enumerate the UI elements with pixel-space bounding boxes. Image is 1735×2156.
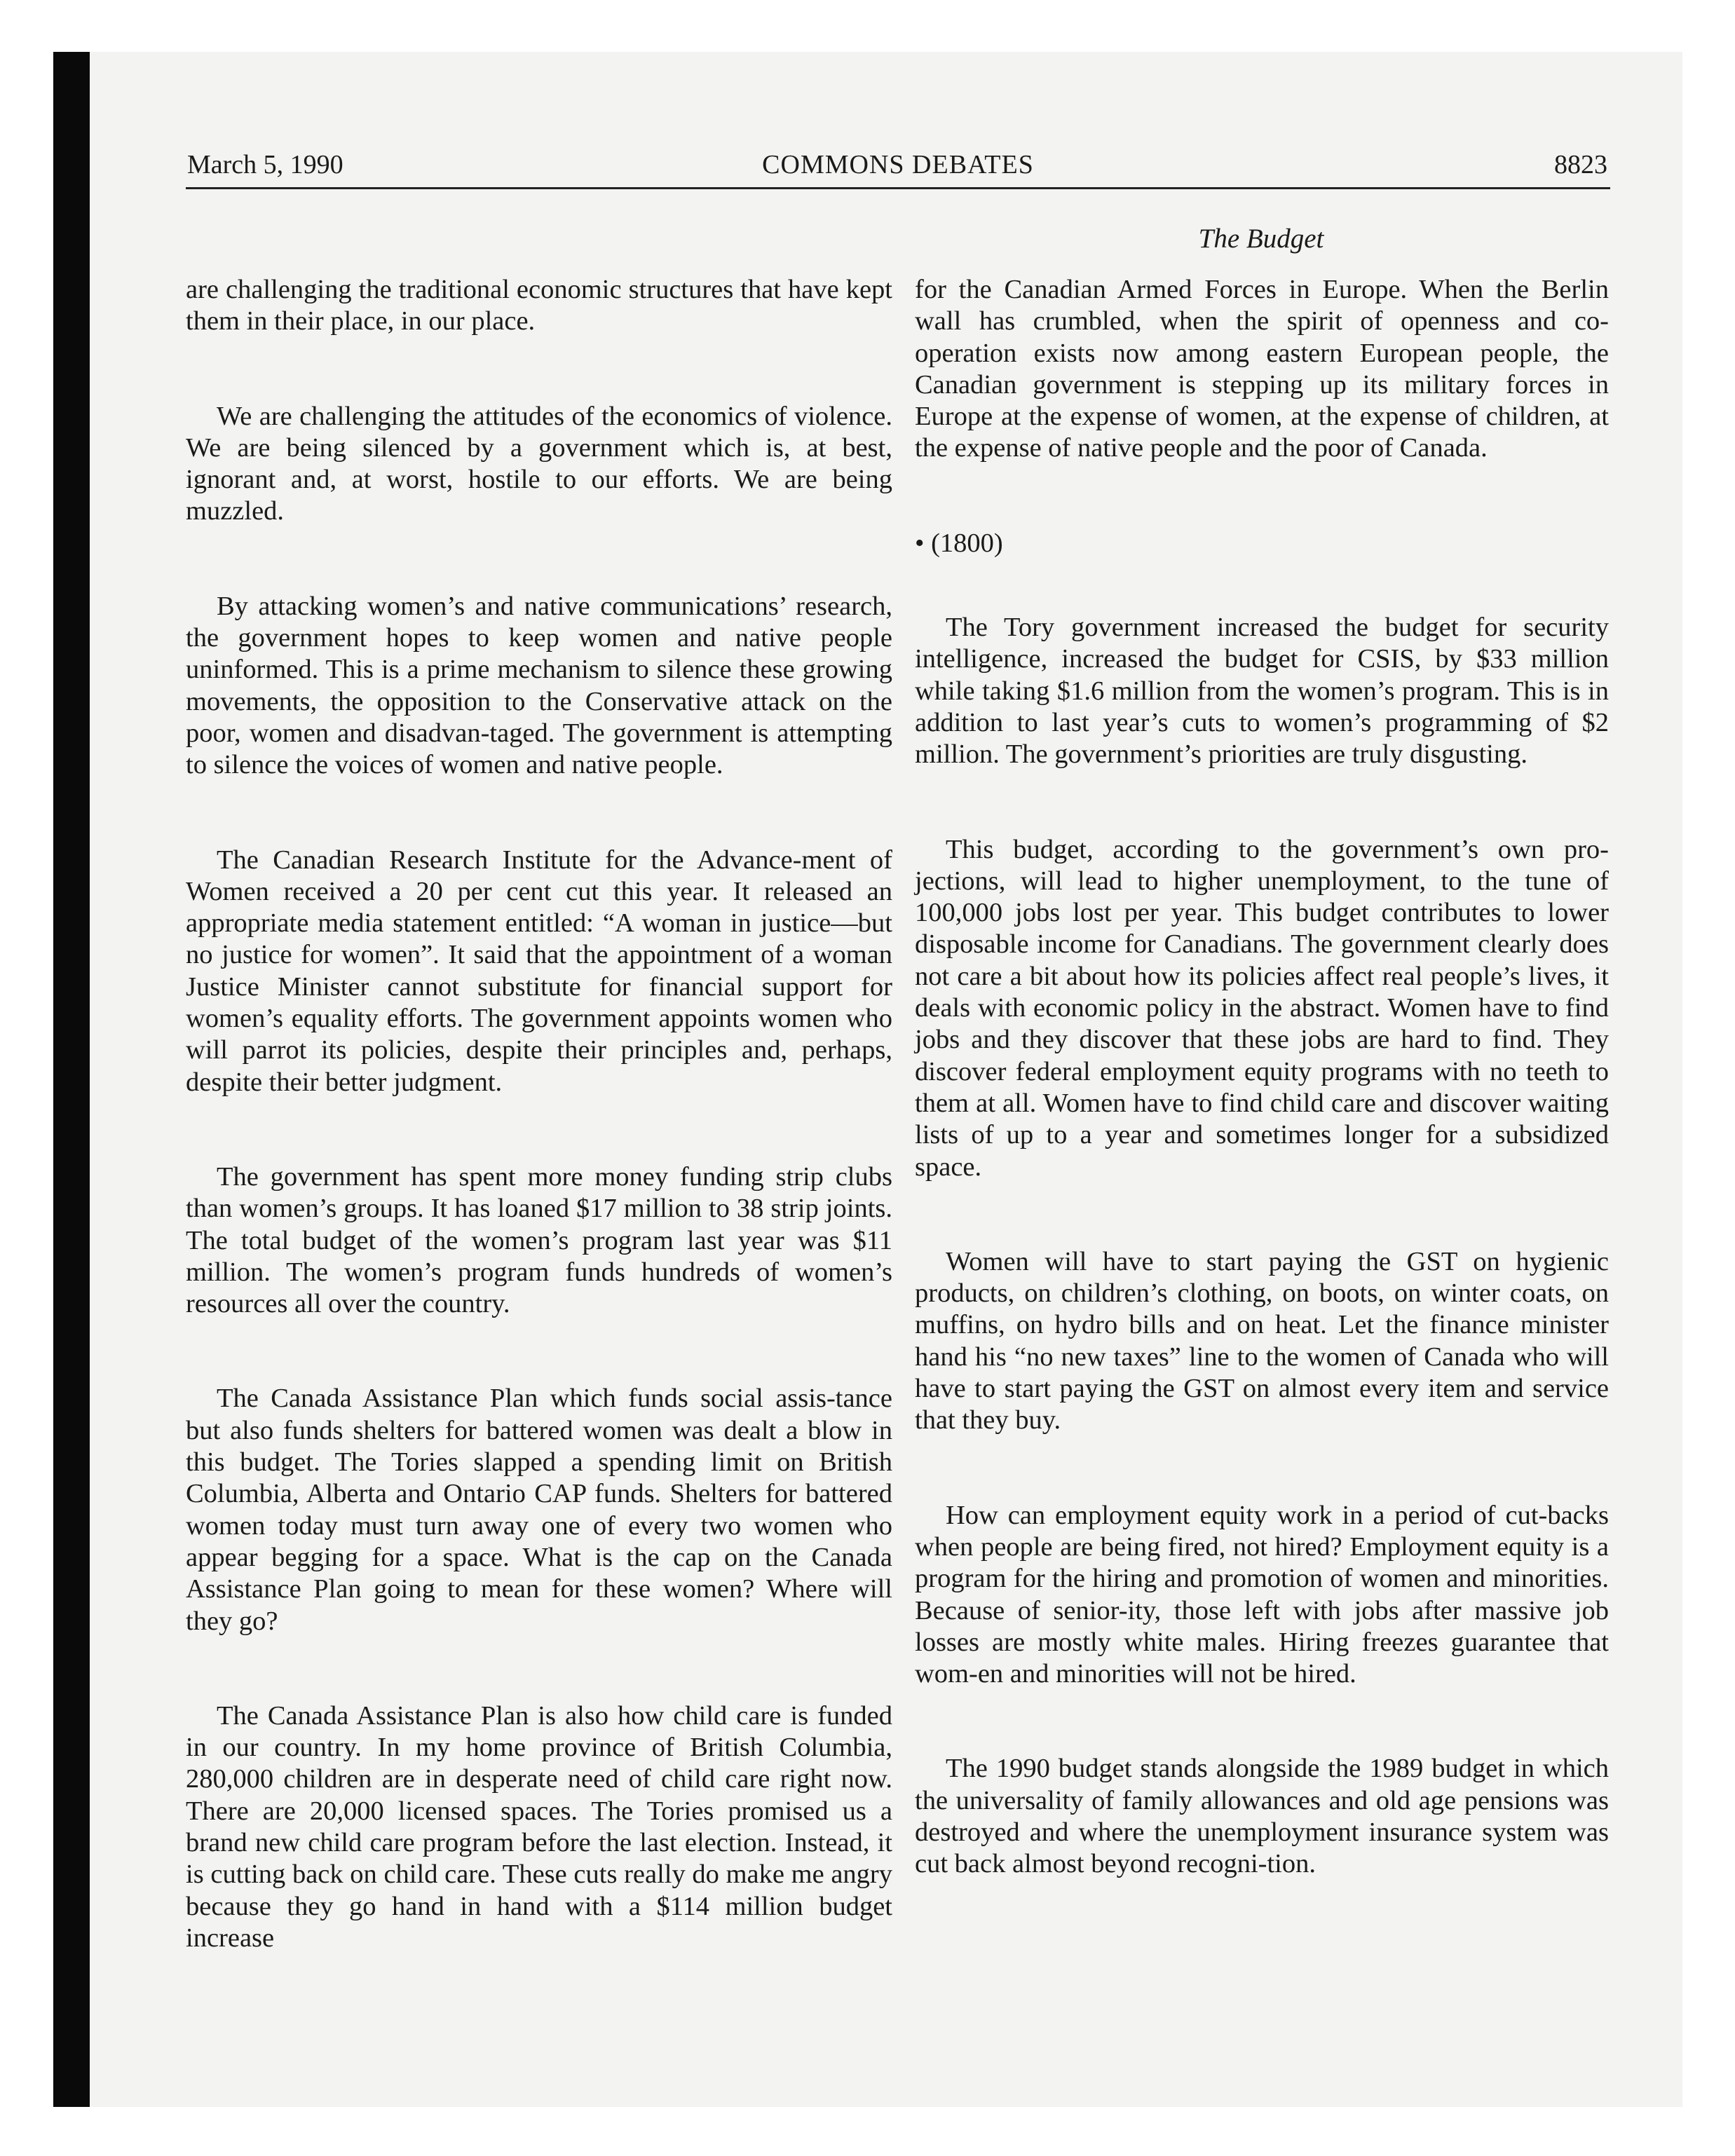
running-header <box>186 144 1610 189</box>
paragraph: How can employment equity work in a period of cut-backs when people are being fired, not hired? Employment equity is a program for the hiring and promotion of women and minorities. Because of senior-ity, those left with jobs after massive job losses are mostly white males. Hiring freezes guarantee that wom-en and minorities will not be hired. <box>915 1500 1609 1689</box>
paragraph: The 1990 budget stands alongside the 1989 budget in which the universality of family allowances and old age pensions was destroyed and where the unemployment insurance system was cut back almost beyond recogni-tion. <box>915 1754 1609 1879</box>
paragraph: are challenging the traditional economic structures that have kept them in their place, in our place. <box>186 275 892 336</box>
paragraph: The Canada Assistance Plan which funds social assis-tance but also funds shelters for battered women was dealt a blow in this budget. The Tories slapped a spending limit on British Columbia, Alberta and Ontario CAP funds. Shelters for battered women today must turn away one of every two women who appear begging for a space. What is the cap on the Canada Assistance Plan going to mean for these women? Where will they go? <box>186 1384 892 1636</box>
paragraph: The Canada Assistance Plan is also how child care is funded in our country. In my home province of British Columbia, 280,000 children are in desperate need of child care right now. There are 20,000 licensed spaces. The Tories promised us a brand new child care program before the last election. Instead, it is cutting back on child care. These cuts really do make me angry because they go hand in hand with a $114 million budget increase <box>186 1700 892 1953</box>
page-number: 8823 <box>1554 150 1607 179</box>
paragraph: Women will have to start paying the GST on hygienic products, on children’s clothing, on boots, on winter coats, on muffins, on hydro bills and on heat. Let the finance minister hand his “no new taxes” line to the women of Canada who will have to start paying the GST on almost every item and service that they buy. <box>915 1246 1609 1435</box>
paragraph: for the Canadian Armed Forces in Europe. When the Berlin wall has crumbled, when the spirit of openness and co-operation exists now among eastern European people, the Canadian government is stepping up its military forces in Europe at the expense of women, at the expense of children, at the expense of native people and the poor of Canada. <box>915 275 1609 463</box>
paragraph: This budget, according to the government’s own pro-jections, will lead to higher unemployment, to the tune of 100,000 jobs lost per year. This budget contributes to lower disposable income for Canadians. The government clearly does not care a bit about how its policies affect real people’s lives, it deals with economic policy in the abstract. Women have to find jobs and they discover that these jobs are hard to find. They discover federal employment equity programs with no teeth to them at all. Women have to find child care and discover waiting lists of up to a year and sometimes longer for a subsidized space. <box>915 834 1609 1182</box>
paragraph: The Tory government increased the budget for security intelligence, increased the budget for CSIS, by $33 million while taking $1.6 million from the women’s program. This is in addition to last year’s cuts to women’s programming of $2 million. The government’s priorities are truly disgusting. <box>915 613 1609 770</box>
left-column <box>186 274 892 2017</box>
paragraph: By attacking women’s and native communications’ research, the government hopes to keep women and native people uninformed. This is a prime mechanism to silence these growing movements, the opposition to the Conservative attack on the poor, women and disadvan-taged. The government is attempting to silence the voices of women and native people. <box>186 591 892 780</box>
time-marker: • (1800) <box>915 528 1003 558</box>
header-date: March 5, 1990 <box>187 150 343 179</box>
right-column <box>915 274 1609 1944</box>
paragraph: The government has spent more money funding strip clubs than women’s groups. It has loaned $17 million to 38 strip joints. The total budget of the women’s program last year was $11 million. The women’s program funds hundreds of women’s resources all over the country. <box>186 1161 892 1319</box>
paragraph: We are challenging the attitudes of the economics of violence. We are being silenced by a government which is, at best, ignorant and, at worst, hostile to our efforts. We are being muzzled. <box>186 401 892 526</box>
scan-edge-shadow <box>53 52 90 2107</box>
publication-title: COMMONS DEBATES <box>762 150 1034 179</box>
section-title: The Budget <box>1198 224 1324 254</box>
paragraph: The Canadian Research Institute for the Advance-ment of Women received a 20 per cent cut this year. It released an appropriate media statement entitled: “A woman in justice—but no justice for women”. It said that the appointment of a woman Justice Minister cannot substitute for financial support for women’s equality efforts. The government appoints women who will parrot its policies, despite their principles and, perhaps, despite their better judgment. <box>186 845 892 1097</box>
